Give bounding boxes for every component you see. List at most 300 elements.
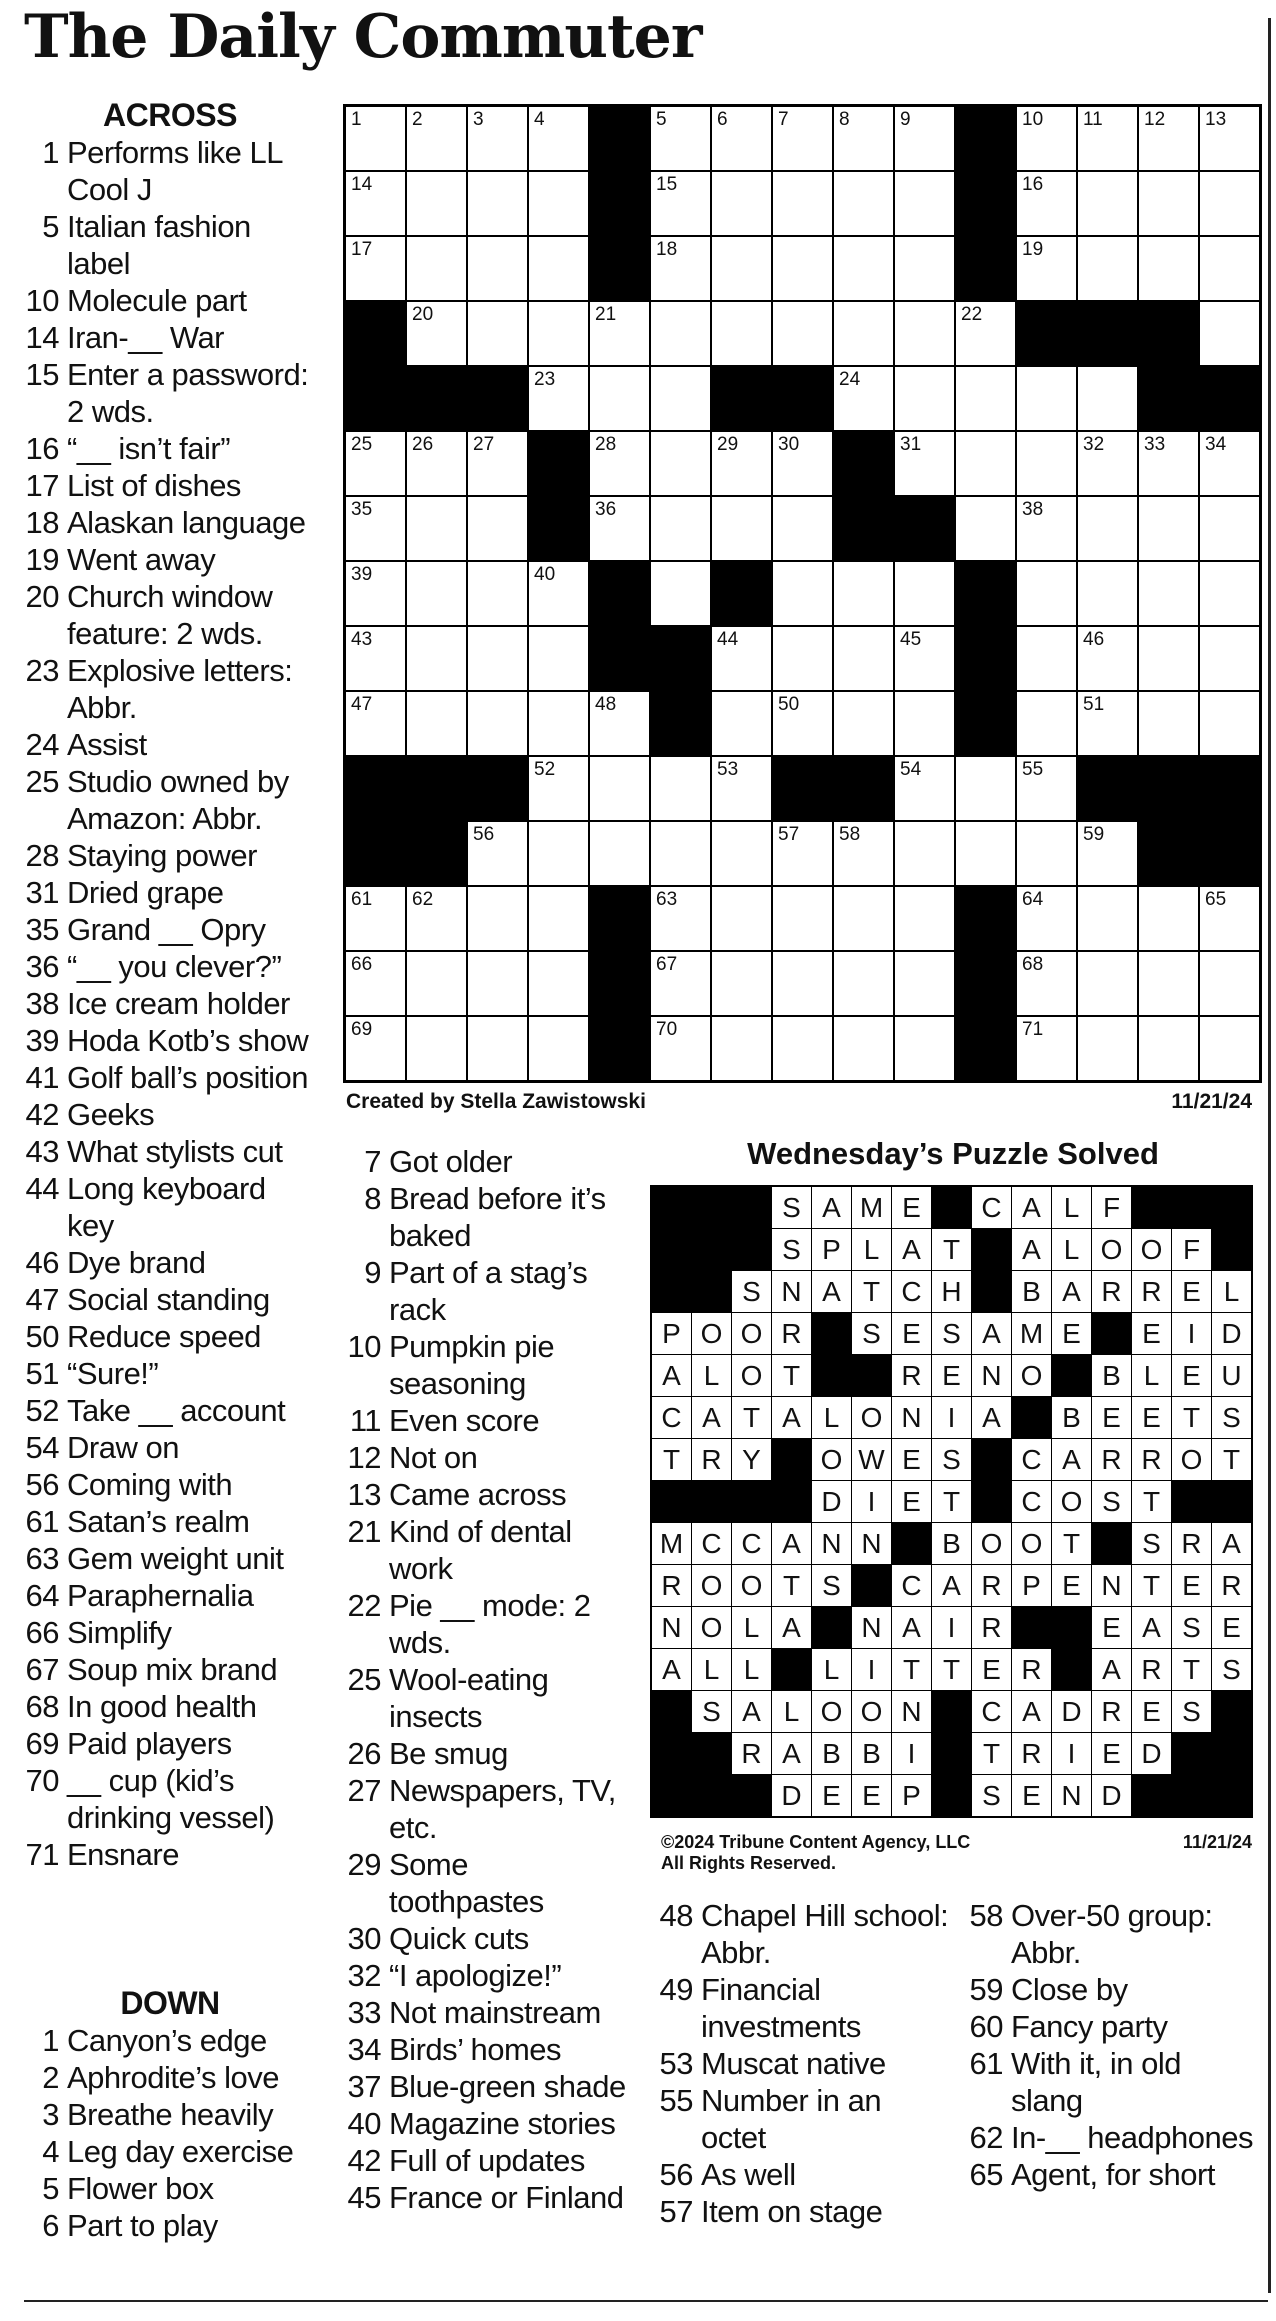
grid-cell[interactable] <box>1017 432 1076 495</box>
grid-cell[interactable] <box>346 237 405 300</box>
solution-block <box>1212 1733 1251 1774</box>
clue-text: Item on stage <box>701 2194 883 2229</box>
grid-cell[interactable] <box>1139 952 1198 1015</box>
grid-cell[interactable] <box>895 302 954 365</box>
clue-number: 52 <box>25 1393 59 1428</box>
clue-text: Explosive letters: Abbr. <box>67 653 293 725</box>
solution-block <box>1012 1607 1051 1648</box>
grid-cell[interactable] <box>712 237 771 300</box>
clue-item <box>24 1392 316 1429</box>
grid-cell[interactable] <box>712 107 771 170</box>
solution-cell: N <box>892 1397 931 1438</box>
grid-cell[interactable] <box>1078 237 1137 300</box>
grid-cell[interactable] <box>407 497 466 560</box>
grid-block <box>529 432 588 495</box>
clue-item <box>24 319 316 356</box>
grid-cell[interactable] <box>1200 497 1259 560</box>
grid-cell[interactable] <box>590 367 649 430</box>
grid-cell[interactable] <box>1139 562 1198 625</box>
clue-number: 56 <box>25 1467 59 1502</box>
grid-block <box>895 497 954 560</box>
grid-cell[interactable] <box>529 562 588 625</box>
copyright-line: ©2024 Tribune Content Agency, LLC <box>661 1832 971 1852</box>
grid-cell[interactable] <box>1078 887 1137 950</box>
solution-cell: S <box>772 1187 811 1228</box>
clue-item <box>24 1429 316 1466</box>
grid-cell[interactable] <box>468 1017 527 1080</box>
clue-text: Aphrodite’s love <box>67 2060 280 2095</box>
grid-cell[interactable] <box>590 822 649 885</box>
grid-cell[interactable] <box>1139 432 1198 495</box>
grid-cell[interactable] <box>712 497 771 560</box>
grid-cell[interactable] <box>1139 172 1198 235</box>
grid-cell[interactable] <box>529 757 588 820</box>
grid-cell[interactable] <box>529 952 588 1015</box>
grid-cell[interactable] <box>1139 107 1198 170</box>
grid-cell[interactable] <box>1078 497 1137 560</box>
solution-cell: R <box>1092 1439 1131 1480</box>
grid-cell[interactable] <box>651 367 710 430</box>
clue-item <box>338 1143 628 1180</box>
grid-cell[interactable] <box>407 1017 466 1080</box>
cell-number: 68 <box>1022 954 1044 975</box>
solution-cell: L <box>1212 1271 1251 1312</box>
grid-cell[interactable] <box>834 692 893 755</box>
grid-cell[interactable] <box>895 562 954 625</box>
grid-cell[interactable] <box>1078 432 1137 495</box>
grid-cell[interactable] <box>1017 107 1076 170</box>
grid-cell[interactable] <box>346 497 405 560</box>
clue-number: 44 <box>25 1171 59 1206</box>
grid-cell[interactable] <box>1200 692 1259 755</box>
grid-block <box>956 952 1015 1015</box>
cell-number: 17 <box>351 239 373 260</box>
grid-block <box>590 1017 649 1080</box>
grid-cell[interactable] <box>956 432 1015 495</box>
clue-text: Reduce speed <box>67 1319 261 1354</box>
grid-cell[interactable] <box>1200 237 1259 300</box>
solution-block <box>652 1691 691 1732</box>
clue-text: Soup mix brand <box>67 1652 278 1687</box>
solution-cell: R <box>1132 1649 1171 1690</box>
grid-cell[interactable] <box>1017 367 1076 430</box>
grid-cell[interactable] <box>651 432 710 495</box>
grid-cell[interactable] <box>1017 952 1076 1015</box>
grid-cell[interactable] <box>651 1017 710 1080</box>
rights-line: All Rights Reserved. <box>661 1853 837 1873</box>
grid-cell[interactable] <box>1017 1017 1076 1080</box>
solution-cell: M <box>852 1187 891 1228</box>
clue-item <box>960 2156 1260 2193</box>
grid-cell[interactable] <box>1200 302 1259 365</box>
grid-cell[interactable] <box>1139 497 1198 560</box>
solution-cell: E <box>852 1775 891 1816</box>
clue-text: Long keyboard key <box>67 1171 266 1243</box>
grid-cell[interactable] <box>1017 237 1076 300</box>
solution-cell: I <box>852 1481 891 1522</box>
grid-cell[interactable] <box>407 432 466 495</box>
grid-cell[interactable] <box>468 952 527 1015</box>
grid-cell[interactable] <box>712 1017 771 1080</box>
grid-cell[interactable] <box>956 757 1015 820</box>
solution-cell: E <box>932 1355 971 1396</box>
cell-number: 32 <box>1083 434 1105 455</box>
grid-cell[interactable] <box>1200 952 1259 1015</box>
clue-item <box>960 2045 1260 2119</box>
grid-cell[interactable] <box>834 302 893 365</box>
grid-cell[interactable] <box>407 952 466 1015</box>
clue-text: Take __ account <box>67 1393 286 1428</box>
grid-cell[interactable] <box>1017 692 1076 755</box>
grid-cell[interactable] <box>1078 822 1137 885</box>
grid-cell[interactable] <box>712 627 771 690</box>
grid-cell[interactable] <box>956 367 1015 430</box>
grid-cell[interactable] <box>468 822 527 885</box>
grid-cell[interactable] <box>834 1017 893 1080</box>
grid-cell[interactable] <box>1017 497 1076 560</box>
clue-text: Church window feature: 2 wds. <box>67 579 273 651</box>
grid-cell[interactable] <box>773 562 832 625</box>
solution-cell: S <box>692 1691 731 1732</box>
grid-cell[interactable] <box>1200 432 1259 495</box>
grid-cell[interactable] <box>407 237 466 300</box>
solution-cell: L <box>852 1229 891 1270</box>
grid-cell[interactable] <box>712 692 771 755</box>
grid-block <box>956 172 1015 235</box>
grid-cell[interactable] <box>651 497 710 560</box>
solution-cell: N <box>852 1523 891 1564</box>
cell-number: 34 <box>1205 434 1227 455</box>
grid-cell[interactable] <box>895 757 954 820</box>
grid-cell[interactable] <box>1017 757 1076 820</box>
grid-cell[interactable] <box>1078 172 1137 235</box>
grid-cell[interactable] <box>1017 172 1076 235</box>
grid-cell[interactable] <box>529 367 588 430</box>
grid-cell[interactable] <box>956 822 1015 885</box>
grid-cell[interactable] <box>468 107 527 170</box>
grid-cell[interactable] <box>346 627 405 690</box>
grid-cell[interactable] <box>1200 172 1259 235</box>
grid-cell[interactable] <box>834 952 893 1015</box>
grid-cell[interactable] <box>651 172 710 235</box>
grid-cell[interactable] <box>712 172 771 235</box>
grid-cell[interactable] <box>529 822 588 885</box>
grid-cell[interactable] <box>834 627 893 690</box>
grid-cell[interactable] <box>895 107 954 170</box>
grid-cell[interactable] <box>834 172 893 235</box>
solution-cell: S <box>732 1271 771 1312</box>
grid-cell[interactable] <box>773 172 832 235</box>
grid-cell[interactable] <box>529 107 588 170</box>
solution-cell: I <box>1052 1733 1091 1774</box>
grid-block <box>773 367 832 430</box>
grid-cell[interactable] <box>1078 562 1137 625</box>
cell-number: 12 <box>1144 109 1166 130</box>
solution-cell: A <box>772 1523 811 1564</box>
grid-cell[interactable] <box>834 822 893 885</box>
grid-cell[interactable] <box>834 562 893 625</box>
grid-cell[interactable] <box>773 302 832 365</box>
solution-block <box>692 1775 731 1816</box>
grid-cell[interactable] <box>773 952 832 1015</box>
grid-cell[interactable] <box>834 367 893 430</box>
grid-cell[interactable] <box>529 1017 588 1080</box>
solution-cell: T <box>732 1397 771 1438</box>
clue-text: Italian fashion label <box>67 209 251 281</box>
solution-cell: O <box>1052 1481 1091 1522</box>
grid-cell[interactable] <box>346 562 405 625</box>
clue-number: 16 <box>25 431 59 466</box>
clue-text: Wool-eating insects <box>389 1662 549 1734</box>
clue-text: Performs like LL Cool J <box>67 135 282 207</box>
grid-block <box>590 952 649 1015</box>
grid-cell[interactable] <box>773 432 832 495</box>
grid-cell[interactable] <box>468 497 527 560</box>
cell-number: 48 <box>595 694 617 715</box>
grid-cell[interactable] <box>773 692 832 755</box>
grid-cell[interactable] <box>1078 367 1137 430</box>
grid-cell[interactable] <box>651 237 710 300</box>
solution-block <box>812 1313 851 1354</box>
grid-cell[interactable] <box>895 367 954 430</box>
grid-cell[interactable] <box>1017 822 1076 885</box>
grid-cell[interactable] <box>1078 107 1137 170</box>
grid-cell[interactable] <box>773 887 832 950</box>
solution-cell: P <box>892 1775 931 1816</box>
grid-block <box>1078 302 1137 365</box>
grid-cell[interactable] <box>895 172 954 235</box>
grid-cell[interactable] <box>651 562 710 625</box>
solution-block <box>1092 1523 1131 1564</box>
clue-number: 37 <box>347 2069 381 2104</box>
grid-cell[interactable] <box>1139 237 1198 300</box>
clue-text: Chapel Hill school: Abbr. <box>701 1898 949 1970</box>
grid-cell[interactable] <box>1078 692 1137 755</box>
grid-cell[interactable] <box>651 952 710 1015</box>
solution-cell: T <box>932 1649 971 1690</box>
grid-cell[interactable] <box>895 1017 954 1080</box>
grid-cell[interactable] <box>712 952 771 1015</box>
clue-number: 27 <box>347 1773 381 1808</box>
solution-cell: E <box>1132 1313 1171 1354</box>
grid-cell[interactable] <box>1078 952 1137 1015</box>
grid-cell[interactable] <box>346 432 405 495</box>
grid-cell[interactable] <box>773 107 832 170</box>
solution-cell: D <box>1092 1775 1131 1816</box>
grid-cell[interactable] <box>468 237 527 300</box>
clue-text: Some toothpastes <box>389 1847 544 1919</box>
solution-cell: O <box>732 1355 771 1396</box>
clue-number: 40 <box>347 2106 381 2141</box>
solution-block <box>692 1481 731 1522</box>
grid-cell[interactable] <box>712 887 771 950</box>
grid-cell[interactable] <box>651 757 710 820</box>
grid-cell[interactable] <box>590 757 649 820</box>
cell-number: 36 <box>595 499 617 520</box>
grid-cell[interactable] <box>468 172 527 235</box>
grid-cell[interactable] <box>1200 562 1259 625</box>
clue-text: In good health <box>67 1689 257 1724</box>
grid-cell[interactable] <box>651 107 710 170</box>
solution-cell: T <box>932 1229 971 1270</box>
grid-cell[interactable] <box>1078 627 1137 690</box>
solution-block <box>772 1481 811 1522</box>
grid-cell[interactable] <box>895 692 954 755</box>
solution-cell: N <box>1052 1775 1091 1816</box>
grid-cell[interactable] <box>407 172 466 235</box>
grid-cell[interactable] <box>529 237 588 300</box>
clue-text: Came across <box>389 1477 567 1512</box>
cell-number: 40 <box>534 564 556 585</box>
grid-cell[interactable] <box>346 887 405 950</box>
grid-cell[interactable] <box>895 822 954 885</box>
solution-cell: A <box>772 1397 811 1438</box>
solution-block <box>1092 1313 1131 1354</box>
solution-cell: O <box>732 1313 771 1354</box>
grid-cell[interactable] <box>956 497 1015 560</box>
grid-cell[interactable] <box>346 1017 405 1080</box>
grid-cell[interactable] <box>346 692 405 755</box>
grid-cell[interactable] <box>834 887 893 950</box>
solution-cell: T <box>892 1649 931 1690</box>
grid-cell[interactable] <box>895 627 954 690</box>
grid-block <box>651 627 710 690</box>
grid-cell[interactable] <box>651 822 710 885</box>
grid-cell[interactable] <box>590 302 649 365</box>
solution-cell: R <box>652 1565 691 1606</box>
grid-cell[interactable] <box>773 822 832 885</box>
grid-cell[interactable] <box>834 237 893 300</box>
grid-cell[interactable] <box>834 107 893 170</box>
grid-cell[interactable] <box>895 952 954 1015</box>
grid-cell[interactable] <box>346 172 405 235</box>
grid-cell[interactable] <box>1017 562 1076 625</box>
grid-cell[interactable] <box>895 432 954 495</box>
grid-cell[interactable] <box>895 887 954 950</box>
clue-item <box>24 2096 316 2133</box>
grid-cell[interactable] <box>346 952 405 1015</box>
grid-cell[interactable] <box>956 302 1015 365</box>
grid-cell[interactable] <box>468 887 527 950</box>
clue-number: 58 <box>969 1898 1003 1933</box>
grid-cell[interactable] <box>407 887 466 950</box>
solution-cell: O <box>692 1313 731 1354</box>
clue-text: __ cup (kid’s drinking vessel) <box>67 1763 275 1835</box>
grid-cell[interactable] <box>407 692 466 755</box>
clue-item <box>24 1577 316 1614</box>
clue-item <box>24 1466 316 1503</box>
crossword-grid[interactable] <box>343 104 1262 1083</box>
solution-cell: C <box>892 1565 931 1606</box>
solution-block <box>1172 1733 1211 1774</box>
solution-block <box>852 1355 891 1396</box>
solution-block <box>932 1733 971 1774</box>
grid-cell[interactable] <box>529 627 588 690</box>
solution-cell: A <box>652 1649 691 1690</box>
grid-cell[interactable] <box>712 822 771 885</box>
grid-block <box>834 757 893 820</box>
solution-block <box>1212 1775 1251 1816</box>
clue-item <box>24 356 316 430</box>
grid-cell[interactable] <box>712 432 771 495</box>
grid-cell[interactable] <box>590 497 649 560</box>
grid-cell[interactable] <box>651 302 710 365</box>
grid-cell[interactable] <box>1139 627 1198 690</box>
grid-cell[interactable] <box>773 627 832 690</box>
solution-cell: B <box>812 1733 851 1774</box>
grid-cell[interactable] <box>651 887 710 950</box>
grid-cell[interactable] <box>407 562 466 625</box>
grid-cell[interactable] <box>590 432 649 495</box>
solution-cell: T <box>772 1355 811 1396</box>
solution-cell: L <box>1052 1187 1091 1228</box>
grid-cell[interactable] <box>895 237 954 300</box>
grid-cell[interactable] <box>1200 107 1259 170</box>
clue-item <box>650 2082 950 2156</box>
grid-cell[interactable] <box>773 1017 832 1080</box>
grid-cell[interactable] <box>590 692 649 755</box>
solution-cell: O <box>1172 1439 1211 1480</box>
grid-cell[interactable] <box>346 107 405 170</box>
grid-cell[interactable] <box>773 497 832 560</box>
solution-block <box>1172 1481 1211 1522</box>
clue-item <box>338 2105 628 2142</box>
grid-cell[interactable] <box>1139 887 1198 950</box>
solution-block <box>972 1229 1011 1270</box>
grid-cell[interactable] <box>1017 627 1076 690</box>
grid-cell[interactable] <box>1017 887 1076 950</box>
solution-cell: T <box>932 1481 971 1522</box>
grid-cell[interactable] <box>529 692 588 755</box>
grid-cell[interactable] <box>468 432 527 495</box>
grid-cell[interactable] <box>1200 627 1259 690</box>
grid-cell[interactable] <box>407 627 466 690</box>
grid-cell[interactable] <box>529 172 588 235</box>
grid-cell[interactable] <box>1139 692 1198 755</box>
grid-cell[interactable] <box>712 302 771 365</box>
solution-cell: R <box>1212 1565 1251 1606</box>
grid-cell[interactable] <box>407 302 466 365</box>
solution-cell: R <box>1172 1523 1211 1564</box>
cell-number: 58 <box>839 824 861 845</box>
solution-block <box>732 1229 771 1270</box>
grid-cell[interactable] <box>712 757 771 820</box>
solution-cell: C <box>1012 1439 1051 1480</box>
grid-cell[interactable] <box>1078 1017 1137 1080</box>
grid-cell[interactable] <box>1139 1017 1198 1080</box>
grid-cell[interactable] <box>468 302 527 365</box>
grid-cell[interactable] <box>407 107 466 170</box>
grid-cell[interactable] <box>1200 1017 1259 1080</box>
clue-number: 10 <box>347 1329 381 1364</box>
grid-cell[interactable] <box>529 302 588 365</box>
clue-number: 70 <box>25 1763 59 1798</box>
clue-item <box>24 726 316 763</box>
grid-cell[interactable] <box>468 627 527 690</box>
solution-cell: T <box>972 1733 1011 1774</box>
clue-number: 65 <box>969 2157 1003 2192</box>
grid-cell[interactable] <box>773 237 832 300</box>
grid-cell[interactable] <box>468 692 527 755</box>
clue-number: 64 <box>25 1578 59 1613</box>
grid-cell[interactable] <box>468 562 527 625</box>
solution-cell: C <box>692 1523 731 1564</box>
solution-cell: S <box>812 1565 851 1606</box>
clue-text: Draw on <box>67 1430 179 1465</box>
grid-cell[interactable] <box>1200 887 1259 950</box>
clue-item <box>24 208 316 282</box>
grid-cell[interactable] <box>529 887 588 950</box>
